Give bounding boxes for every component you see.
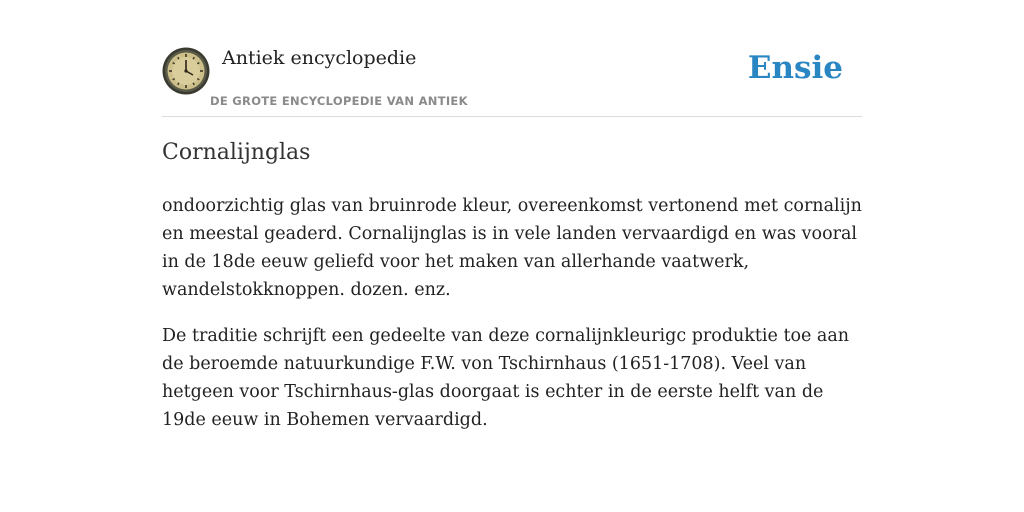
article-title: Cornalijnglas bbox=[162, 140, 311, 165]
antique-clock-icon[interactable] bbox=[162, 47, 210, 95]
ensie-brand-logo[interactable]: Ensie bbox=[747, 50, 843, 86]
site-header bbox=[162, 44, 862, 117]
article-paragraph: ondoorzichtig glas van bruinrode kleur, overeenkomst vertonend met cornalijn en meestal geaderd. Cornalijnglas is in vele landen vervaardigd en was vooral in de 18de eeuw geliefd voor het maken van allerhande vaatwerk, wandelstokknoppen. dozen. enz. bbox=[162, 196, 862, 300]
site-title[interactable]: Antiek encyclopedie bbox=[222, 47, 417, 69]
article-body bbox=[162, 192, 862, 452]
article-paragraph: De traditie schrijft een gedeelte van deze cornalijnkleurigc produktie toe aan de beroemde natuurkundige F.W. von Tschirnhaus (1651-1708). Veel van hetgeen voor Tschirnhaus-glas doorgaat is echter in de eerste helft van de 19de eeuw in Bohemen vervaardigd. bbox=[162, 326, 850, 430]
site-tagline: DE GROTE ENCYCLOPEDIE VAN ANTIEK bbox=[210, 94, 468, 108]
